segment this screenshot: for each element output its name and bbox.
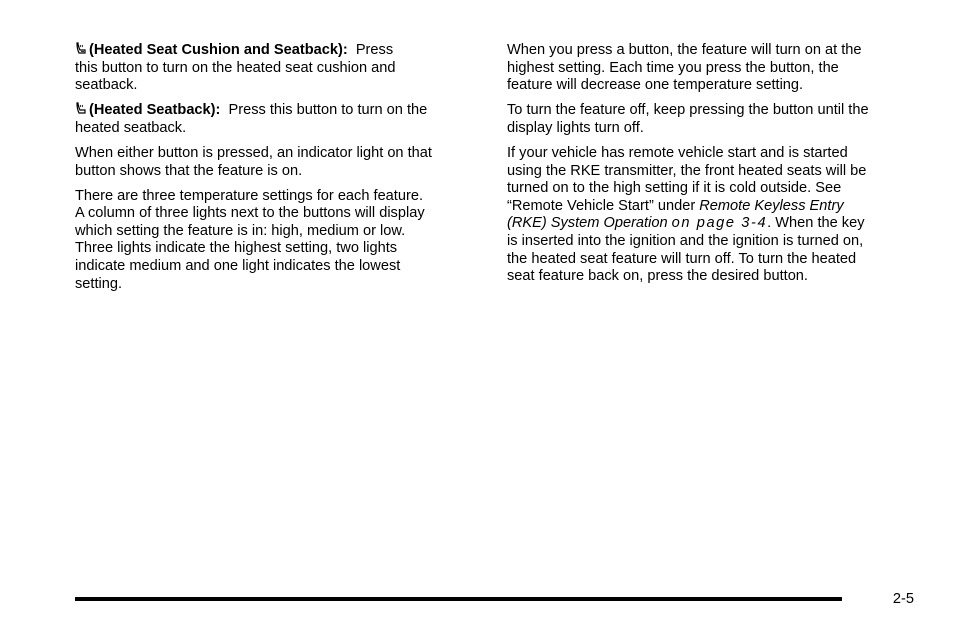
page-reference-link[interactable]: on page 3-4 <box>671 215 768 232</box>
page-number: 2-5 <box>892 591 914 607</box>
heated-seat-cushion-seatback-icon <box>75 42 87 55</box>
left-column <box>75 42 480 301</box>
paragraph-press-button: When you press a button, the feature will turn on at the highest setting. Each time you press the button, the feature will decrease one temperature setting. <box>507 42 862 94</box>
heated-seat-cushion-seatback-label: (Heated Seat Cushion and Seatback): <box>89 42 348 58</box>
paragraph-remote-start: If your vehicle has remote vehicle start and is started using the RKE transmitter, the front heated seats will be turned on to the high setting if it is cold outside. See “Remote Vehicle Start” under Remote Keyless Entry (RKE) System Operation on page 3-4. When the key is inserted into the ignition and the ignition is turned on, the heated seat feature will turn off. To turn the heated seat feature back on, press the desired button. <box>507 144 867 285</box>
heated-seatback-label: (Heated Seatback): <box>89 102 221 119</box>
paragraph-indicator-light: When either button is pressed, an indicator light on that button shows that the feature is on. <box>75 144 432 179</box>
paragraph-temperature-settings: There are three temperature settings for each feature. A column of three lights next to the buttons will display which setting the feature is in: high, medium or low. Three lights indicate the highest setting, two lights indicate medium and one light indicates the lowest setting. <box>75 187 425 292</box>
rke-reference-link[interactable]: Remote Keyless Entry <box>699 197 844 214</box>
paragraph-heated-seat-cushion-seatback: (Heated Seat Cushion and Seatback): Press this button to turn on the heated seat cushion and seatback. <box>75 42 396 94</box>
heated-seatback-icon <box>75 102 87 115</box>
paragraph-heated-seatback: (Heated Seatback): Press this button to turn on the heated seatback. <box>75 102 428 136</box>
right-column <box>507 42 917 293</box>
paragraph-turn-off: To turn the feature off, keep pressing the button until the display lights turn off. <box>507 102 869 136</box>
rke-reference-link-cont[interactable]: (RKE) System Operation <box>507 215 668 232</box>
footer-divider <box>75 597 842 601</box>
